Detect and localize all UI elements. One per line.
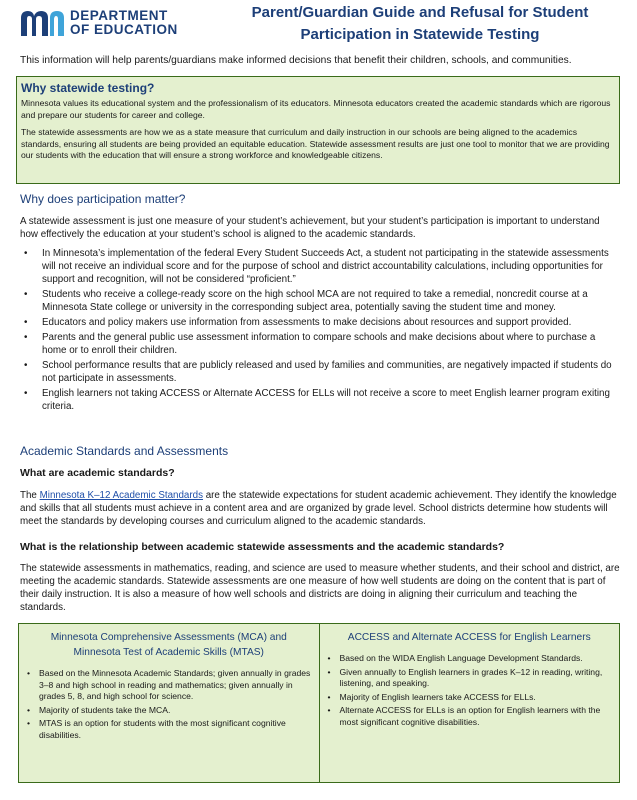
why-testing-paragraph: The statewide assessments are how we as a state measure that curriculum and daily instruction in our schools are being aligned to the academics standards, ensuring all students are being provided an equitable education. Statewide assessment results are just one tool to monitor that we are providing our students with the education that will ensure a strong workforce and knowledgeable citizens. bbox=[21, 127, 610, 160]
why-testing-heading: Why statewide testing? bbox=[21, 81, 155, 95]
assessments-table bbox=[18, 623, 620, 783]
why-testing-box bbox=[16, 76, 620, 184]
list-item: • School performance results that are publicly released and used by families and communities, are negatively impacted if students do not participate in assessments. bbox=[20, 359, 620, 385]
list-item: • Majority of students take the MCA. bbox=[27, 705, 311, 717]
why-testing-paragraph: Minnesota values its educational system and the professionalism of its educators. Minnesota educators created the academic standards which are rigorous and prepare our students for career and college. bbox=[21, 98, 611, 120]
answer-prefix: The bbox=[20, 490, 40, 501]
mca-list bbox=[27, 668, 311, 741]
title-line1: Parent/Guardian Guide and Refusal for Student bbox=[251, 4, 589, 21]
list-item: • Based on the WIDA English Language Development Standards. bbox=[328, 653, 612, 665]
intro-text: This information will help parents/guardians make informed decisions that benefit their children, schools, and communities. bbox=[20, 55, 572, 66]
title-line2: Participation in Statewide Testing bbox=[300, 26, 540, 43]
column-title: Minnesota Comprehensive Assessments (MCA) and Minnesota Test of Academic Skills (MTAS) bbox=[50, 632, 287, 658]
list-item: • Majority of English learners take ACCESS for ELLs. bbox=[328, 692, 612, 704]
list-item: • Alternate ACCESS for ELLs is an option for English learners with the most significant cognitive disabilities. bbox=[328, 705, 612, 728]
mde-logo bbox=[20, 8, 200, 42]
question-heading: What is the relationship between academic statewide assessments and the academic standards? bbox=[20, 541, 505, 553]
list-item: • MTAS is an option for students with the most significant cognitive disabilities. bbox=[27, 718, 311, 741]
list-item: • Parents and the general public use assessment information to compare schools and make decisions about where to purchase a home or to enroll their children. bbox=[20, 331, 620, 357]
mn-logo-mark bbox=[20, 8, 66, 38]
logo-text-line2: OF EDUCATION bbox=[70, 22, 178, 37]
page-header bbox=[0, 0, 637, 50]
standards-heading: Academic Standards and Assessments bbox=[20, 444, 229, 458]
question-heading: What are academic standards? bbox=[20, 467, 175, 479]
list-item: • In Minnesota’s implementation of the federal Every Student Succeeds Act, a student not participating in the statewide assessments will not receive an individual score and for the purpose of school and district accountability calculations, including opportunities for support and recognition, will not be considered “proficient.” bbox=[20, 247, 620, 286]
logo-text-line1: DEPARTMENT bbox=[70, 8, 168, 23]
participation-list bbox=[20, 247, 620, 415]
access-column bbox=[319, 624, 620, 782]
list-item: • Educators and policy makers use information from assessments to make decisions about resources and support provided. bbox=[20, 316, 620, 329]
participation-heading: Why does participation matter? bbox=[20, 192, 186, 206]
list-item: • Given annually to English learners in grades K–12 in reading, writing, listening, and speaking. bbox=[328, 667, 612, 690]
relationship-answer: The statewide assessments in mathematics, reading, and science are used to measure whether students, and their school and district, are meeting the academic standards. Statewide assessments are one measure of how well students are doing on the content that is part of their daily instruction. It is also a measure of how well schools and districts are doing in aligning their curriculum and teaching the standards. bbox=[20, 563, 620, 613]
list-item: • English learners not taking ACCESS or Alternate ACCESS for ELLs will not receive a score to meet English learner program exiting criteria. bbox=[20, 387, 620, 413]
column-title: ACCESS and Alternate ACCESS for English Learners bbox=[347, 632, 591, 643]
participation-intro: A statewide assessment is just one measure of your student’s achievement, but your student’s participation is important to understand how effectively the education at your student’s school is aligned to the academic standards. bbox=[20, 216, 600, 240]
document-title bbox=[210, 2, 630, 46]
standards-link[interactable]: Minnesota K–12 Academic Standards bbox=[39, 490, 203, 501]
access-list bbox=[328, 653, 612, 728]
list-item: • Students who receive a college-ready score on the high school MCA are not required to take a remedial, noncredit course at a Minnesota State college or university in the corresponding subject area, potentially saving the student time and money. bbox=[20, 288, 620, 314]
mca-column bbox=[19, 624, 319, 782]
answer-text: are the statewide expectations for student academic achievement. They identify the knowledge and skills that all students must achieve in a content area and are organized by grade level. School districts determine how students will meet the standards by developing courses and curriculum aligned to the academic standards. bbox=[20, 490, 617, 527]
list-item: • Based on the Minnesota Academic Standards; given annually in grades 3–8 and high school in reading and mathematics; given annually in grades 5, 8, and high school for science. bbox=[27, 668, 311, 703]
standards-answer bbox=[20, 489, 620, 528]
